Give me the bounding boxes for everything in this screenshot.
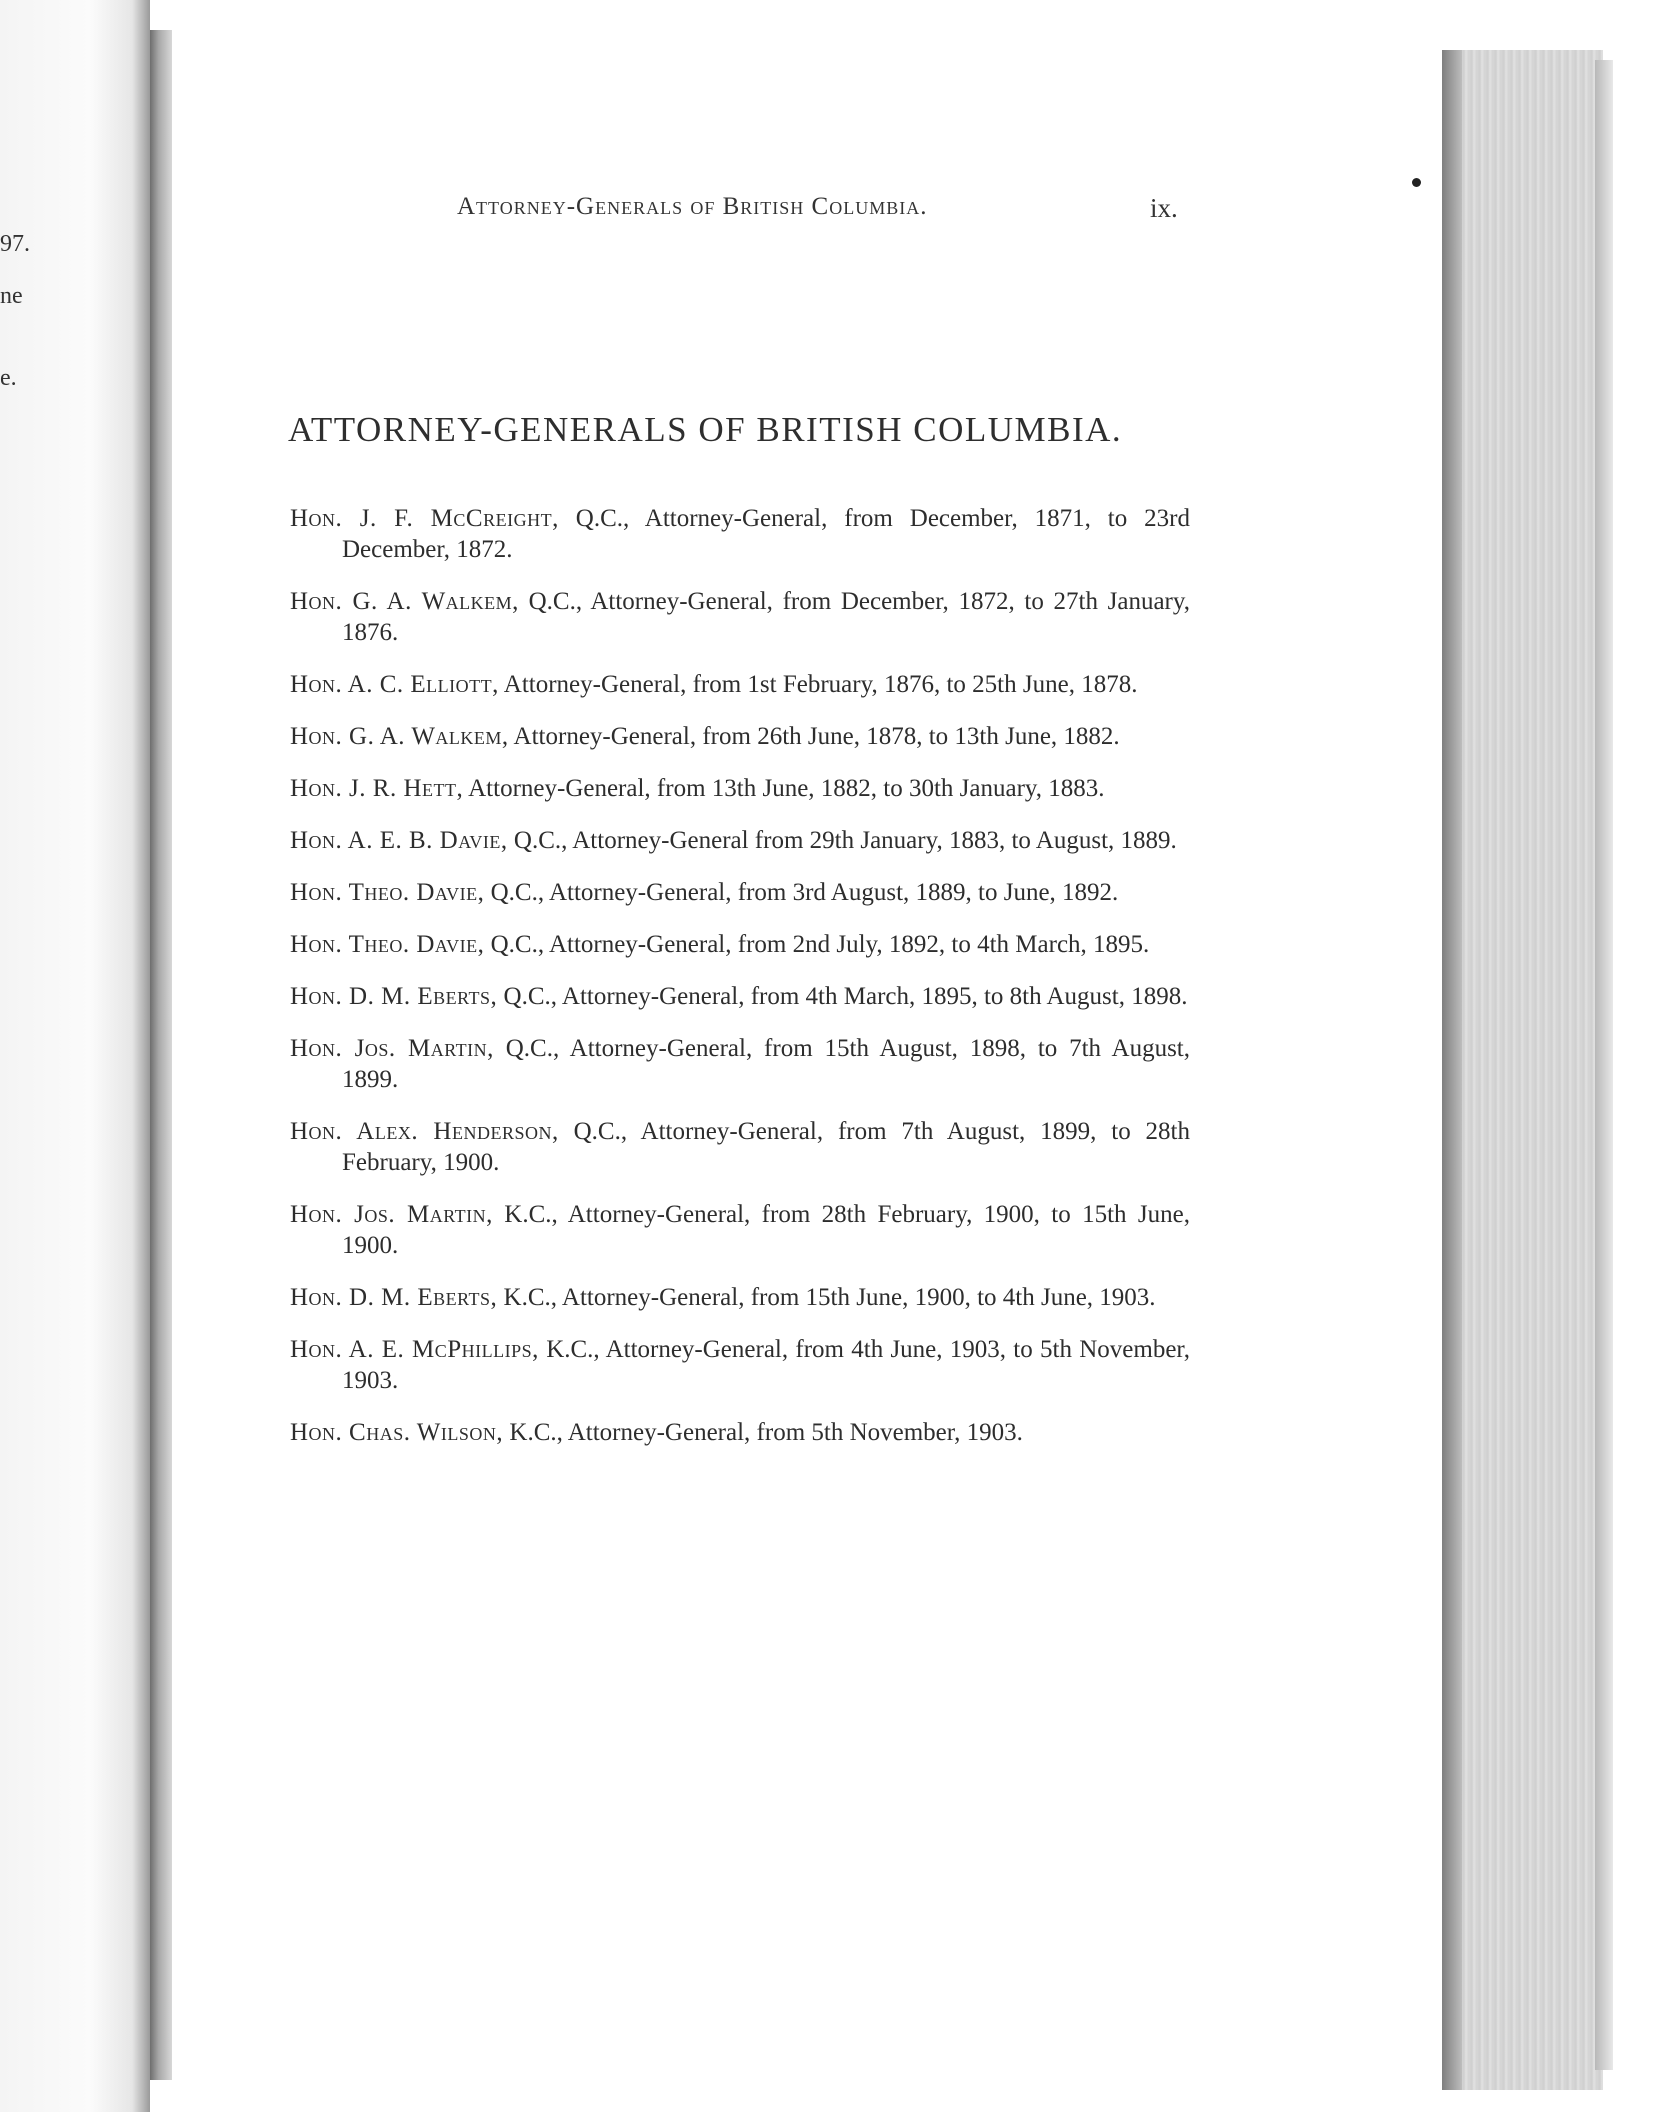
entry-name: Hon. D. M. Eberts, [290,1284,498,1311]
entry-name: Hon. A. C. Elliott, [290,671,499,698]
entry-text: Attorney-General, from 26th June, 1878, to 13th June, 1882. [508,723,1120,750]
entry-name: Hon. Chas. Wilson, [290,1419,504,1446]
entry-text: K.C., Attorney-General, from 4th June, 1903, to 5th November, 1903. [342,1336,1190,1394]
left-page-fragment: 97. [0,231,30,257]
entry-text: Q.C., Attorney-General, from 3rd August, 1889, to June, 1892. [484,879,1119,906]
entry-text: Q.C., Attorney-General, from December, 1871, to 23rd December, 1872. [342,505,1190,563]
list-item [290,586,1190,648]
entry-text: Q.C., Attorney-General, from 15th August, 1898, to 7th August, 1899. [342,1035,1190,1093]
entry-text: Q.C., Attorney-General, from 4th March, 1895, to 8th August, 1898. [497,983,1188,1010]
entry-text: Attorney-General, from 13th June, 1882, to 30th January, 1883. [463,775,1105,802]
list-item [290,669,1190,700]
gutter-shadow [150,30,172,2080]
list-item [290,1282,1190,1313]
page-block-edge [1442,50,1603,2090]
page-block-outer-edge [1595,60,1613,2070]
list-item [290,825,1190,856]
entry-name: Hon. G. A. Walkem, [290,588,519,615]
left-page-fragment: ne [0,283,23,309]
entry-name: Hon. G. A. Walkem, [290,723,509,750]
list-item [290,503,1190,565]
entry-name: Hon. D. M. Eberts, [290,983,498,1010]
entry-name: Hon. A. E. McPhillips, [290,1336,539,1363]
entry-name: Hon. Jos. Martin, [290,1201,493,1228]
entry-name: Hon. Theo. Davie, [290,931,485,958]
entry-name: Hon. J. R. Hett, [290,775,464,802]
entry-text: K.C., Attorney-General, from 5th November, 1903. [503,1419,1023,1446]
entry-text: Q.C., Attorney-General, from 2nd July, 1892, to 4th March, 1895. [484,931,1150,958]
running-head: Attorney-Generals of British Columbia. [457,193,928,220]
entry-text: K.C., Attorney-General, from 15th June, 1900, to 4th June, 1903. [497,1284,1156,1311]
list-item [290,773,1190,804]
list-item [290,877,1190,908]
list-item [290,721,1190,752]
attorney-general-list [290,503,1190,1469]
entry-text: Q.C., Attorney-General, from December, 1872, to 27th January, 1876. [342,588,1190,646]
entry-text: K.C., Attorney-General, from 28th February, 1900, to 15th June, 1900. [342,1201,1190,1259]
page-number: ix. [1150,193,1178,223]
list-item [290,1417,1190,1448]
entry-name: Hon. Theo. Davie, [290,879,485,906]
list-item [290,929,1190,960]
entry-text: Q.C., Attorney-General from 29th January, 1883, to August, 1889. [507,827,1177,854]
left-facing-page [0,0,150,2112]
entry-name: Hon. A. E. B. Davie, [290,827,508,854]
list-item [290,1033,1190,1095]
page-block-shadow [1442,50,1462,2090]
entry-name: Hon. Jos. Martin, [290,1035,494,1062]
list-item [290,981,1190,1012]
entry-text: Q.C., Attorney-General, from 7th August, 1899, to 28th February, 1900. [342,1118,1190,1176]
list-item [290,1334,1190,1396]
entry-name: Hon. Alex. Henderson, [290,1118,559,1145]
list-item [290,1199,1190,1261]
entry-text: Attorney-General, from 1st February, 1876, to 25th June, 1878. [498,671,1138,698]
left-page-fragment: e. [0,365,17,391]
list-item [290,1116,1190,1178]
page-title: ATTORNEY-GENERALS OF BRITISH COLUMBIA. [288,410,1123,449]
entry-name: Hon. J. F. McCreight, [290,505,559,532]
ink-speck [1412,178,1421,187]
